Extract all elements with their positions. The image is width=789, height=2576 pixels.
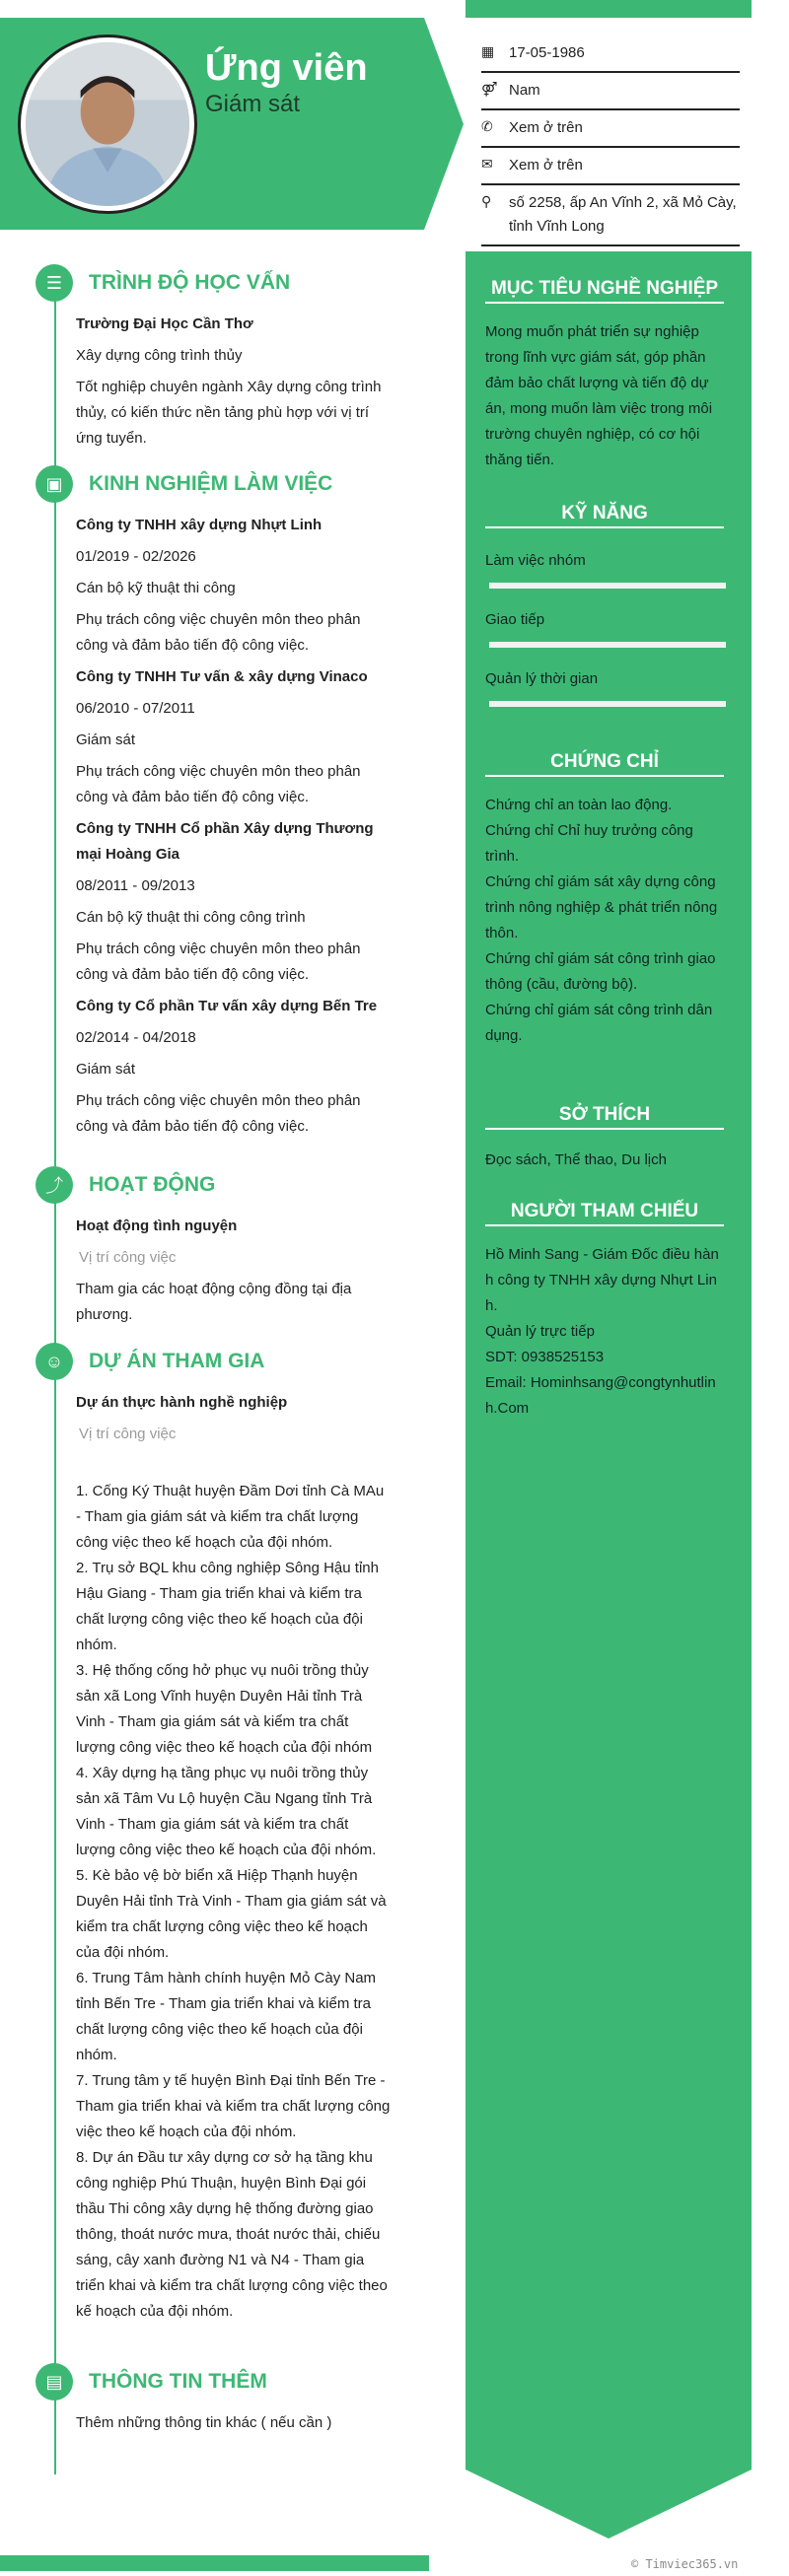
share-icon: ⤴	[36, 1166, 73, 1204]
contact-text: Xem ở trên	[509, 119, 583, 136]
experience-item	[76, 513, 392, 659]
references-list	[485, 1242, 727, 1422]
section-title: HOẠT ĐỘNG	[89, 1173, 216, 1196]
job-role: Giám sát	[76, 731, 136, 748]
skill-bar	[489, 583, 726, 589]
education-block	[76, 312, 392, 457]
team-icon: ☺	[36, 1343, 73, 1380]
project-name: Dự án thực hành nghề nghiệp	[76, 1394, 288, 1411]
project-item: 5. Kè bảo vệ bờ biển xã Hiệp Thạnh huyện Duyên Hải tỉnh Trà Vinh - Tham gia giám sát và kiểm tra chất lượng công việc theo kế hoạch của đội nhóm.	[76, 1867, 387, 1961]
work-period: 08/2011 - 09/2013	[76, 877, 195, 894]
section-title: TRÌNH ĐỘ HỌC VẤN	[89, 271, 291, 294]
project-items	[76, 1479, 392, 2325]
gender-icon: ⚤	[481, 81, 498, 97]
work-period: 06/2010 - 07/2011	[76, 700, 195, 717]
contact-text: số 2258, ấp An Vĩnh 2, xã Mỏ Cày, tỉnh Vĩnh Long	[509, 194, 737, 235]
activity-role: Vị trí công việc	[79, 1249, 177, 1266]
job-desc: Phụ trách công việc chuyên môn theo phân công và đảm bảo tiến độ công việc.	[76, 1092, 361, 1135]
job-desc: Phụ trách công việc chuyên môn theo phân công và đảm bảo tiến độ công việc.	[76, 763, 361, 805]
project-item: 6. Trung Tâm hành chính huyện Mỏ Cày Nam tỉnh Bến Tre - Tham gia triển khai và kiểm tra chất lượng công việc theo kế hoạch của đội nhóm.	[76, 1970, 377, 2063]
reference-line: Hồ Minh Sang - Giám Đốc điều hành công ty TNHH xây dựng Nhựt Linh.	[485, 1246, 719, 1314]
job-role: Cán bộ kỹ thuật thi công	[76, 580, 236, 596]
company-name: Công ty TNHH xây dựng Nhựt Linh	[76, 517, 323, 533]
certificate-item: Chứng chỉ an toàn lao động.	[485, 797, 673, 813]
contact-row	[481, 35, 740, 73]
skill-item	[485, 611, 727, 648]
project-item: 8. Dự án Đầu tư xây dựng cơ sở hạ tầng khu công nghiệp Phú Thuận, huyện Bình Đại gói thầu Thi công xây dựng hệ thống đường giao thông, thoát nước mưa, thoát nước thải, chiếu sáng, cây xanh đường N1 và N4 - Tham gia triển khai và kiểm tra chất lượng công việc theo kế hoạch của đội nhóm.	[76, 2149, 388, 2320]
skill-bar-fill	[489, 583, 726, 589]
section-title: DỰ ÁN THAM GIA	[89, 1350, 265, 1372]
certificate-item: Chứng chỉ giám sát xây dựng công trình nông nghiệp & phát triển nông thôn.	[485, 873, 718, 941]
certificate-item: Chứng chỉ giám sát công trình giao thông (cầu, đường bộ).	[485, 950, 716, 993]
contact-text: 17-05-1986	[509, 44, 585, 61]
objective-title: MỤC TIÊU NGHỀ NGHIỆP	[485, 278, 724, 304]
candidate-name: Ứng viên	[205, 47, 368, 89]
location-icon: ⚲	[481, 193, 492, 209]
calendar-icon: ▦	[481, 43, 495, 59]
email-icon: ✉	[481, 156, 493, 172]
certificate-item: Chứng chỉ Chỉ huy trưởng công trình.	[485, 822, 693, 865]
project-role: Vị trí công việc	[79, 1426, 177, 1442]
project-item: 2. Trụ sở BQL khu công nghiệp Sông Hậu tỉnh Hậu Giang - Tham gia triển khai và kiểm tra chất lượng công việc theo kế hoạch của đội nhóm.	[76, 1560, 379, 1653]
activity-name: Hoạt động tình nguyện	[76, 1218, 238, 1234]
hobbies-text: Đọc sách, Thể thao, Du lịch	[485, 1151, 667, 1168]
company-name: Công ty TNHH Tư vấn & xây dựng Vinaco	[76, 668, 368, 685]
section-activities-heading	[36, 1166, 215, 1204]
avatar	[18, 35, 197, 214]
skill-name: Giao tiếp	[485, 611, 545, 628]
experience-item	[76, 816, 392, 988]
id-card-icon: ▣	[36, 465, 73, 503]
section-education-heading	[36, 264, 290, 302]
skill-bar-fill	[489, 701, 726, 707]
objective-text: Mong muốn phát triển sự nghiệp trong lĩnh vực giám sát, góp phần đảm bảo chất lượng và tiến độ dự án, mong muốn làm việc trong môi trường chuyên nghiệp, có cơ hội thăng tiến.	[485, 323, 713, 468]
hobbies-title: SỞ THÍCH	[485, 1104, 724, 1130]
skills-title: KỸ NĂNG	[485, 503, 724, 528]
section-extra-heading	[36, 2363, 267, 2401]
document-icon: ▤	[36, 2363, 73, 2401]
contact-row	[481, 185, 740, 246]
contact-row	[481, 73, 740, 110]
job-role: Cán bộ kỹ thuật thi công công trình	[76, 909, 306, 926]
work-period: 02/2014 - 04/2018	[76, 1029, 196, 1046]
bottom-accent-strip	[0, 2555, 429, 2571]
skill-bar	[489, 701, 726, 707]
certificate-item: Chứng chỉ giám sát công trình dân dụng.	[485, 1002, 713, 1044]
reference-line: SDT: 0938525153	[485, 1349, 605, 1365]
extra-block	[76, 2410, 392, 2442]
phone-icon: ✆	[481, 118, 493, 134]
contact-row	[481, 110, 740, 148]
work-period: 01/2019 - 02/2026	[76, 548, 196, 565]
experience-item	[76, 994, 392, 1140]
section-title: KINH NGHIỆM LÀM VIỆC	[89, 472, 333, 495]
job-desc: Phụ trách công việc chuyên môn theo phân công và đảm bảo tiến độ công việc.	[76, 940, 361, 983]
contact-text: Xem ở trên	[509, 157, 583, 174]
certificates-list	[485, 793, 727, 1049]
company-name: Công ty TNHH Cổ phần Xây dựng Thương mại Hoàng Gia	[76, 820, 374, 863]
skill-bar-fill	[489, 642, 726, 648]
job-desc: Phụ trách công việc chuyên môn theo phân công và đảm bảo tiến độ công việc.	[76, 611, 361, 654]
education-desc: Tốt nghiệp chuyên ngành Xây dựng công trình thủy, có kiến thức nền tảng phù hợp với vị trí ứng tuyển.	[76, 379, 382, 447]
watermark: © Timviec365.vn	[631, 2557, 739, 2571]
project-item: 7. Trung tâm y tế huyện Bình Đại tỉnh Bến Tre - Tham gia triển khai và kiểm tra chất lượng công việc theo kế hoạch của đội nhóm.	[76, 2072, 391, 2140]
section-title: THÔNG TIN THÊM	[89, 2370, 267, 2393]
project-item: 3. Hệ thống cống hở phục vụ nuôi trồng thủy sản xã Long Vĩnh huyện Duyên Hải tỉnh Trà Vinh - Tham gia giám sát và kiểm tra chất lượng công việc theo kế hoạch của đội nhóm	[76, 1662, 373, 1756]
activities-block	[76, 1214, 392, 1334]
company-name: Công ty Cổ phần Tư vấn xây dựng Bến Tre	[76, 998, 378, 1014]
reference-line: Email: Hominhsang@congtynhutlinh.Com	[485, 1374, 716, 1417]
section-projects-heading	[36, 1343, 264, 1380]
reference-line: Quản lý trực tiếp	[485, 1323, 595, 1340]
references-title: NGƯỜI THAM CHIẾU	[485, 1201, 724, 1226]
project-item: 1. Cống Ký Thuật huyện Đầm Dơi tỉnh Cà MAu - Tham gia giám sát và kiểm tra chất lượng công việc theo kế hoạch của đội nhóm.	[76, 1483, 385, 1551]
avatar-photo	[26, 42, 189, 206]
top-accent-strip	[466, 0, 752, 18]
book-stack-icon: ☰	[36, 264, 73, 302]
skill-item	[485, 670, 727, 707]
certificates-title: CHỨNG CHỈ	[485, 751, 724, 777]
section-experience-heading	[36, 465, 332, 503]
experience-item	[76, 664, 392, 810]
job-role: Giám sát	[76, 1061, 136, 1078]
project-item: 4. Xây dựng hạ tầng phục vụ nuôi trồng thủy sản xã Tâm Vu Lộ huyện Cầu Ngang tỉnh Trà Vinh - Tham gia giám sát và kiểm tra chất lượng công việc theo kế hoạch của đội nhóm.	[76, 1765, 377, 1858]
skill-name: Quản lý thời gian	[485, 670, 599, 687]
skill-bar	[489, 642, 726, 648]
school-name: Trường Đại Học Cần Thơ	[76, 315, 253, 332]
contact-row	[481, 148, 740, 185]
skill-name: Làm việc nhóm	[485, 552, 586, 569]
extra-desc: Thêm những thông tin khác ( nếu cần )	[76, 2414, 332, 2431]
contact-info	[481, 35, 740, 246]
experience-list	[76, 513, 392, 1146]
education-major: Xây dựng công trình thủy	[76, 347, 243, 364]
skill-item	[485, 552, 727, 589]
contact-text: Nam	[509, 82, 540, 99]
activity-desc: Tham gia các hoạt động cộng đồng tại địa phương.	[76, 1281, 352, 1323]
candidate-position: Giám sát	[205, 91, 301, 117]
projects-block	[76, 1390, 392, 2325]
timeline-line	[54, 296, 56, 2474]
